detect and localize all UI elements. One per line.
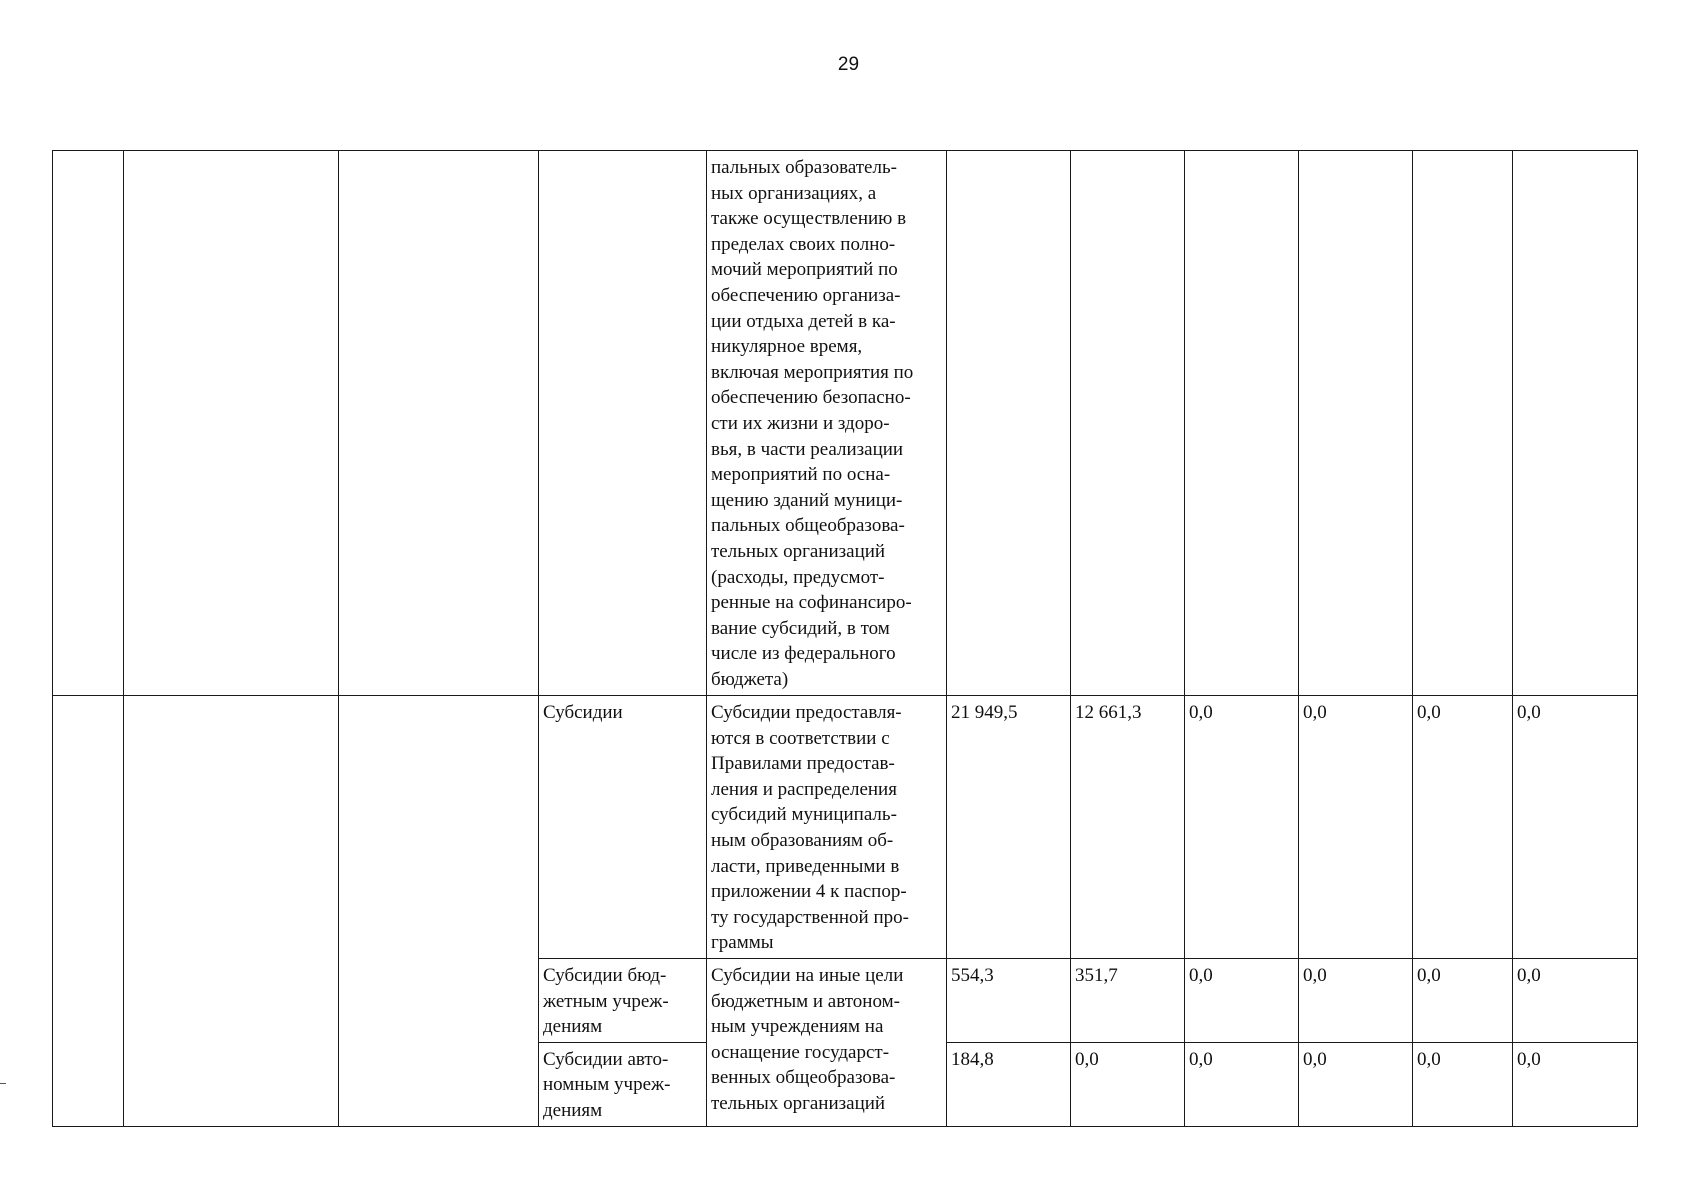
cell-value	[1185, 151, 1299, 696]
cell-value: 0,0	[1071, 1042, 1185, 1126]
cell-program	[124, 696, 339, 1127]
cell-value: 0,0	[1185, 1042, 1299, 1126]
table-row-continuation	[53, 151, 1638, 696]
cell-value: 0,0	[1413, 958, 1513, 1042]
cell-value: 0,0	[1413, 696, 1513, 959]
cell-value: 351,7	[1071, 958, 1185, 1042]
cell-program	[124, 151, 339, 696]
cell-value	[1299, 151, 1413, 696]
cell-executor	[339, 696, 539, 1127]
cell-value: 184,8	[947, 1042, 1071, 1126]
cell-type: Субсидии авто- номным учреж- дениям	[539, 1042, 707, 1126]
cell-value: 0,0	[1299, 1042, 1413, 1126]
cell-description: Субсидии на иные цели бюджетным и автоном- ным учреждениям на оснащение государст- венных общеобразова- тельных организаций	[707, 958, 947, 1126]
table-row-subsidies	[53, 696, 1638, 959]
cell-type: Субсидии бюд- жетным учреж- дениям	[539, 958, 707, 1042]
cell-executor	[339, 151, 539, 696]
cell-value: 0,0	[1513, 696, 1638, 959]
cell-number	[53, 151, 124, 696]
cell-value	[1413, 151, 1513, 696]
cell-value: 0,0	[1185, 958, 1299, 1042]
page-number: 29	[837, 54, 860, 75]
scan-edge-mark	[0, 1083, 6, 1084]
cell-number	[53, 696, 124, 1127]
cell-value: 0,0	[1413, 1042, 1513, 1126]
cell-description: пальных образователь- ных организациях, а также осуществлению в пределах своих полно- мочий мероприятий по обеспечению организа- ции отдыха детей в ка- никулярное время, включая мероприятия по обеспечению безопасно- сти их жизни и здоро- вья, в части реализации мероприятий по осна- щению зданий муници- пальных общеобразова- тельных организаций (расходы, предусмот- ренные на софинансиро- вание субсидий, в том числе из федерального бюджета)	[707, 151, 947, 696]
cell-value: 0,0	[1513, 958, 1638, 1042]
cell-value: 0,0	[1185, 696, 1299, 959]
cell-value	[947, 151, 1071, 696]
cell-value: 554,3	[947, 958, 1071, 1042]
cell-value	[1071, 151, 1185, 696]
cell-type	[539, 151, 707, 696]
cell-value: 0,0	[1513, 1042, 1638, 1126]
budget-table	[52, 150, 1638, 1127]
cell-value	[1513, 151, 1638, 696]
cell-description: Субсидии предоставля- ются в соответствии с Правилами предостав- ления и распределения субсидий муниципаль- ным образованиям об- ласти, приведенными в приложении 4 к паспор- ту государственной про- граммы	[707, 696, 947, 959]
cell-value: 21 949,5	[947, 696, 1071, 959]
cell-value: 12 661,3	[1071, 696, 1185, 959]
cell-value: 0,0	[1299, 958, 1413, 1042]
cell-type: Субсидии	[539, 696, 707, 959]
cell-value: 0,0	[1299, 696, 1413, 959]
